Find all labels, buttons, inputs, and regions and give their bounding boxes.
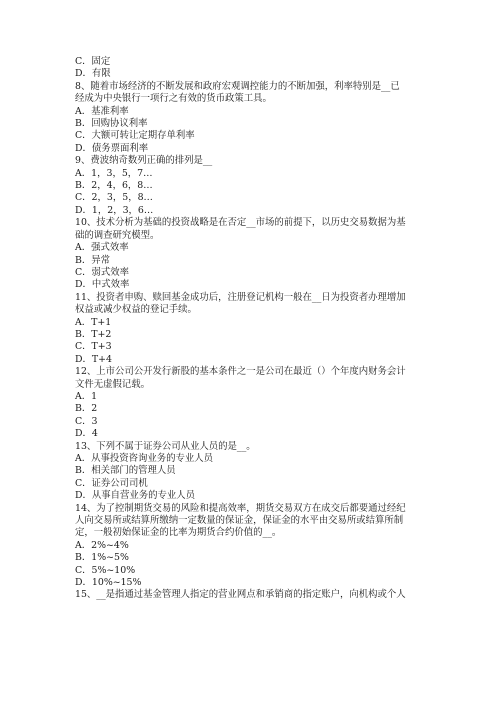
text-line: B．1%~5% [75, 552, 129, 564]
text-line: A．1，3，5，7… [75, 167, 153, 179]
text-line: D．1，2，3，6… [75, 204, 154, 216]
text-line: A．2%~4% [75, 539, 129, 551]
text-line: 文件无虚假记载。 [75, 378, 151, 390]
text-line: 8、随着市场经济的不断发展和政府宏观调控能力的不断加强，利率特别是__已 [75, 80, 400, 92]
text-line: A．T+1 [75, 316, 112, 328]
text-line: D．中式效率 [75, 279, 130, 291]
text-line: B．异常 [75, 254, 111, 266]
text-line: C．2，3，5，8… [75, 192, 153, 204]
text-line: D．4 [75, 428, 98, 440]
text-line: 权益或减少权益的登记手续。 [75, 304, 197, 316]
document-body [75, 56, 430, 602]
text-line: 11、投资者申购、赎回基金成功后，注册登记机构一般在__日为投资者办理增加 [75, 291, 406, 303]
text-line: 13、下列不属于证券公司从业人员的是__。 [75, 440, 256, 452]
text-line: C．固定 [75, 56, 111, 67]
text-line: 10、技术分析为基础的投资战略是在否定__市场的前提下，以历史交易数据为基 [75, 217, 406, 229]
text-line: C．3 [75, 415, 98, 427]
text-line: A．1 [75, 390, 98, 402]
text-line: D．有限 [75, 68, 111, 80]
text-line: C．5%~10% [75, 564, 136, 576]
text-line: 定，一般初始保证金的比率为期货合约价值的__。 [75, 527, 282, 539]
text-line: 经成为中央银行一项行之有效的货币政策工具。 [75, 93, 272, 105]
text-line: B．2，4，6，8… [75, 180, 153, 192]
text-line: D．从事自营业务的专业人员 [75, 490, 196, 502]
text-line: A．从事投资咨询业务的专业人员 [75, 453, 214, 464]
text-line: 14、为了控制期货交易的风险和提高效率，期货交易双方在成交后都要通过经纪 [75, 502, 406, 514]
text-line: C．T+3 [75, 341, 112, 353]
text-line: C．弱式效率 [75, 266, 130, 278]
text-line: 人向交易所或结算所缴纳一定数量的保证金，保证金的水平由交易所或结算所制 [75, 515, 404, 527]
text-line: B．T+2 [75, 328, 112, 340]
text-line: A．强式效率 [75, 242, 129, 254]
text-line: B．2 [75, 403, 98, 415]
text-line: D．T+4 [75, 353, 112, 365]
text-line: C．大额可转让定期存单利率 [75, 130, 195, 142]
text-line: C．证券公司司机 [75, 477, 148, 489]
text-line: A．基准利率 [75, 105, 129, 117]
text-line: 15、__是指通过基金管理人指定的营业网点和承销商的指定账户，向机构或个人 [75, 589, 406, 601]
text-line: 9、费波纳奇数列正确的排列是__ [75, 155, 213, 167]
text-line: D．10%~15% [75, 577, 142, 589]
text-line: B．相关部门的管理人员 [75, 465, 176, 477]
text-line: 础的调查研究模型。 [75, 229, 160, 241]
text-line: B．回购协议利率 [75, 118, 148, 130]
text-line: D．债务票面利率 [75, 142, 149, 154]
text-line: 12、上市公司公开发行新股的基本条件之一是公司在最近（）个年度内财务会计 [75, 366, 406, 378]
